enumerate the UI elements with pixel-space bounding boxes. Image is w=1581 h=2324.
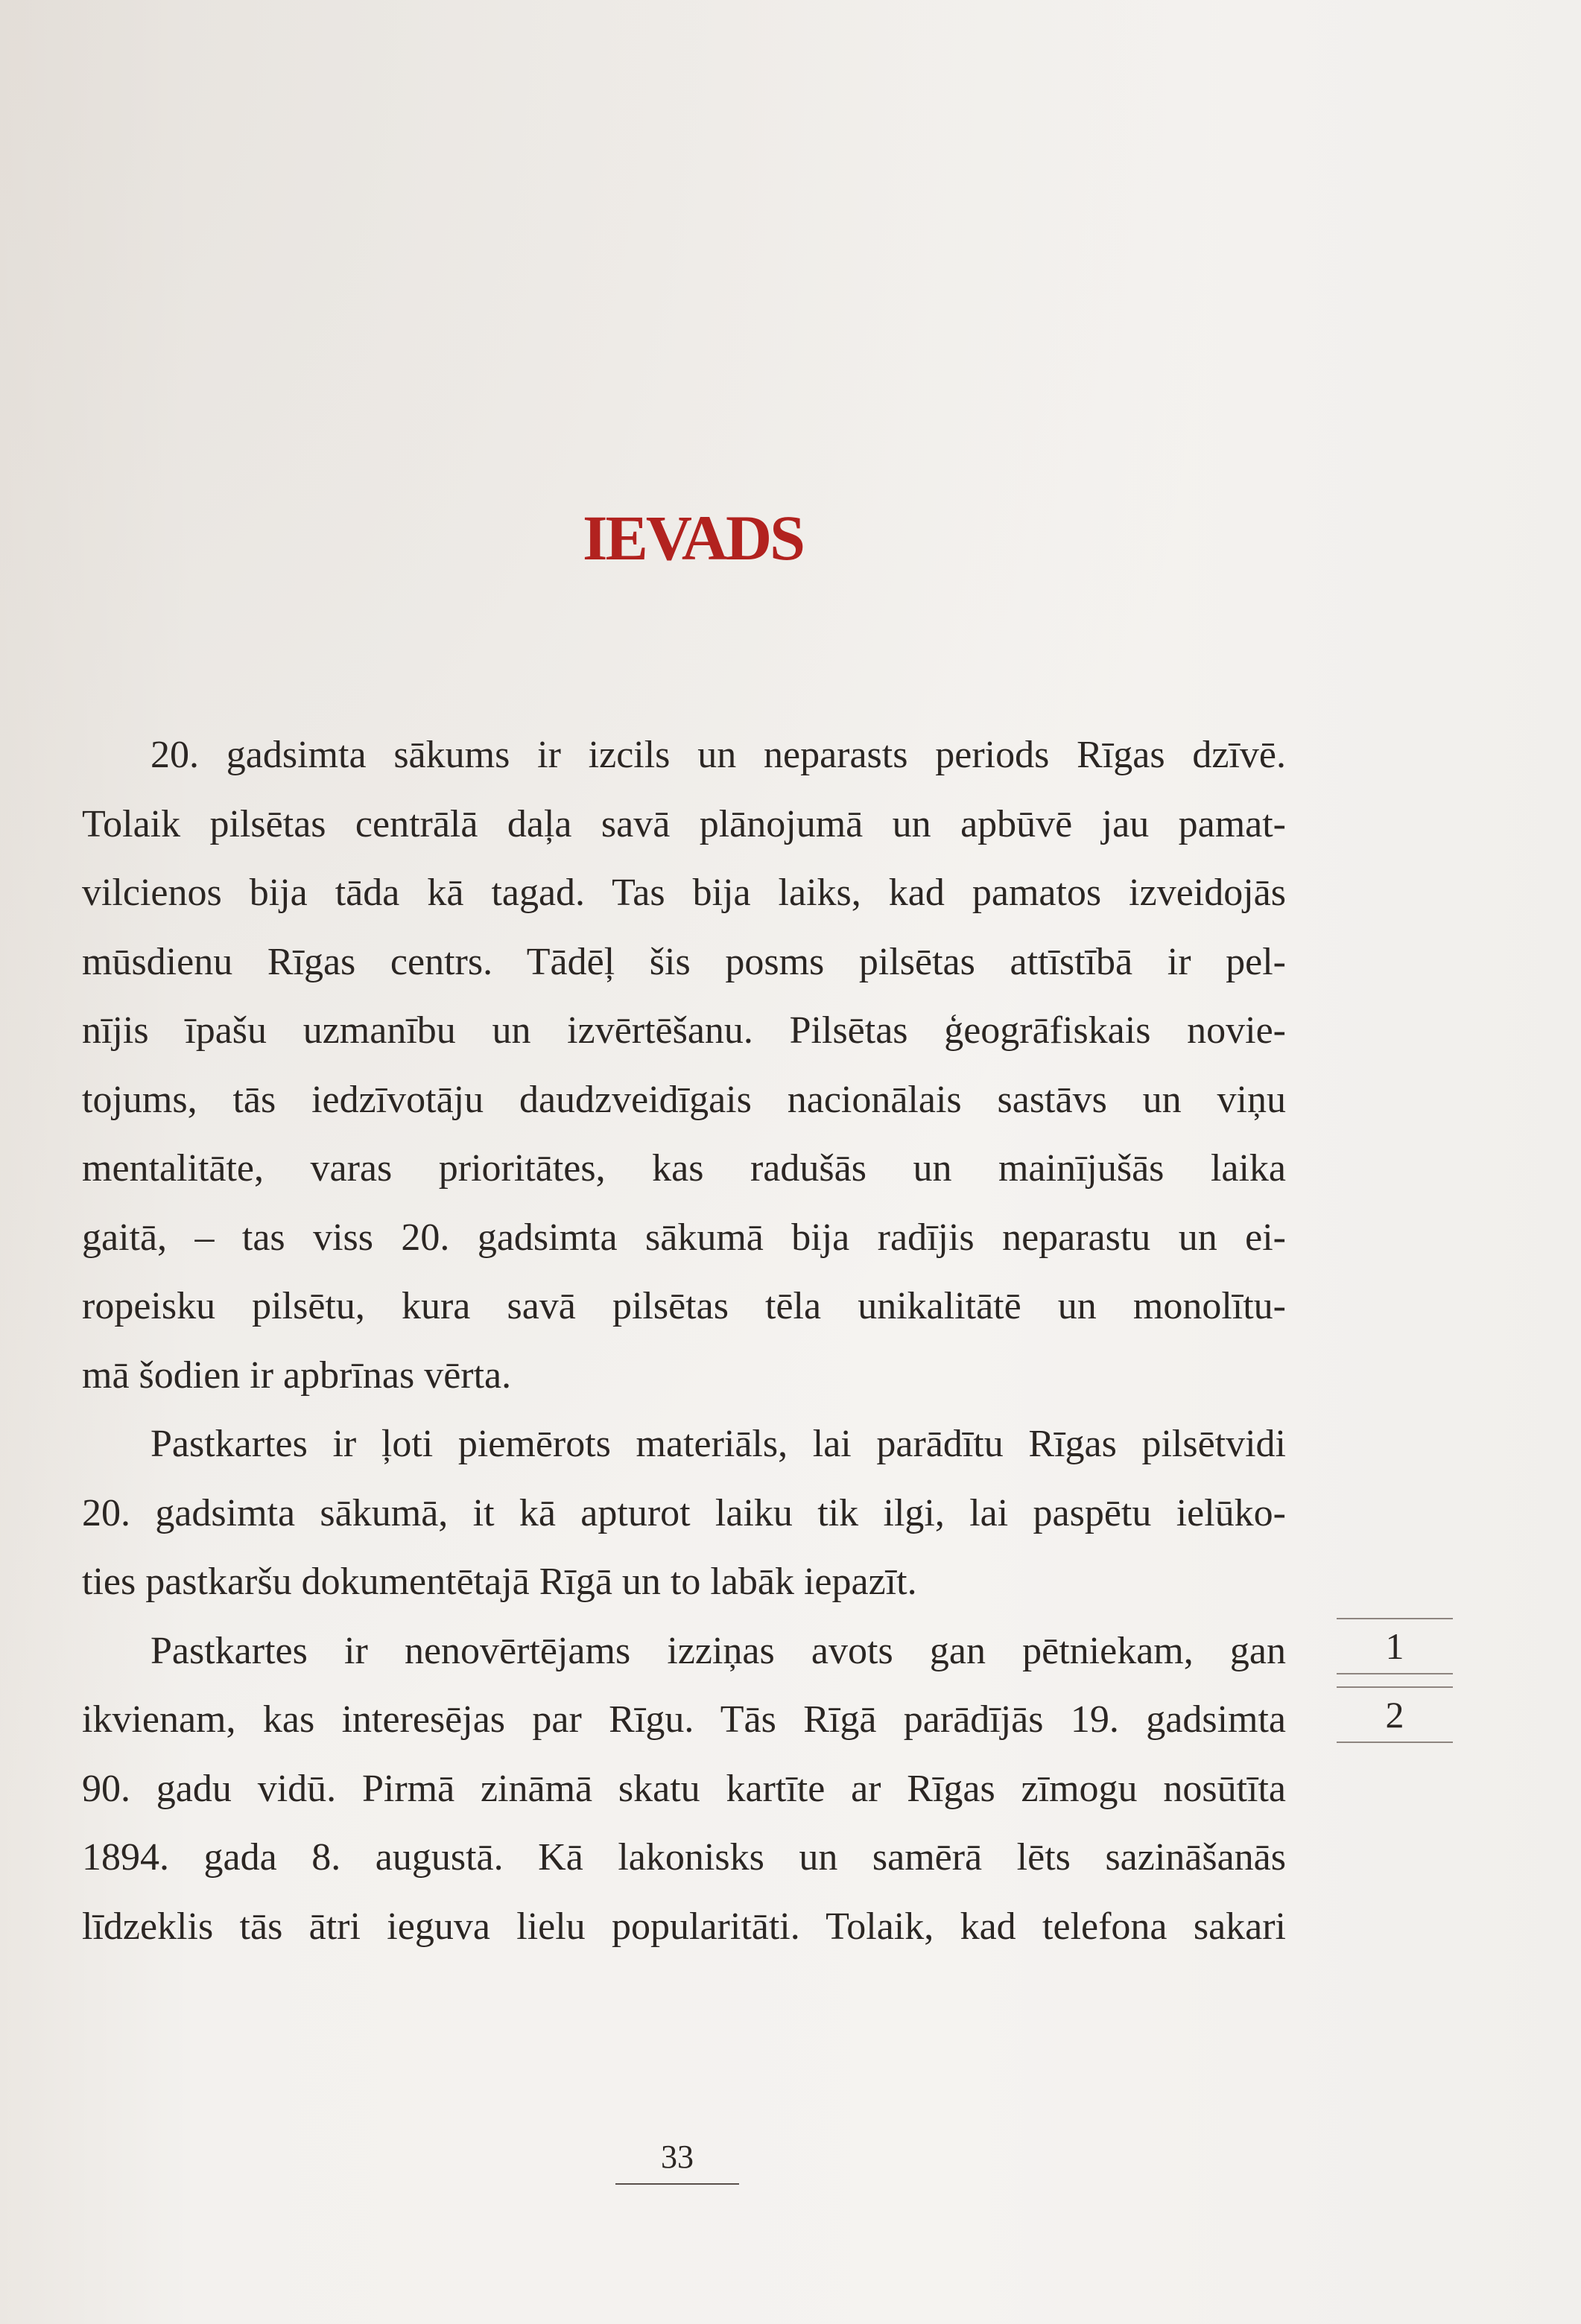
text-line: nījis īpašu uzmanību un izvērtēšanu. Pilsētas ģeogrāfiskais novie- xyxy=(82,1009,1286,1052)
text-line: ropeisku pilsētu, kura savā pilsētas tēla unikalitātē un monolītu- xyxy=(82,1285,1286,1327)
text-line: Tolaik pilsētas centrālā daļa savā plānojumā un apbūvē jau pamat- xyxy=(82,802,1286,845)
margin-rule-gap xyxy=(1337,1674,1453,1686)
text-line: Pastkartes ir ļoti piemērots materiāls, lai parādītu Rīgas pilsētvidi xyxy=(151,1423,1286,1465)
text-line: Pastkartes ir nenovērtējams izziņas avots gan pētniekam, gan xyxy=(151,1629,1286,1672)
text-line: līdzeklis tās ātri ieguva lielu popularitāti. Tolaik, kad telefona sakari xyxy=(82,1905,1286,1948)
text-line: 20. gadsimta sākumā, it kā apturot laiku tik ilgi, lai paspētu ielūko- xyxy=(82,1491,1286,1534)
text-line: mentalitāte, varas prioritātes, kas radušās un mainījušās laika xyxy=(82,1147,1286,1190)
text-line: gaitā, – tas viss 20. gadsimta sākumā bija radījis neparastu un ei- xyxy=(82,1216,1286,1259)
body-text xyxy=(82,721,1286,1961)
text-line: mūsdienu Rīgas centrs. Tādēļ šis posms pilsētas attīstībā ir pel- xyxy=(82,940,1286,983)
text-line: tojums, tās iedzīvotāju daudzveidīgais nacionālais sastāvs un viņu xyxy=(82,1078,1286,1121)
margin-rule-bottom xyxy=(1337,1742,1453,1743)
paragraph-2 xyxy=(82,1410,1286,1617)
text-line: mā šodien ir apbrīnas vērta. xyxy=(82,1353,512,1397)
text-line: ties pastkaršu dokumentētajā Rīgā un to labāk iepazīt. xyxy=(82,1561,917,1603)
chapter-heading: IEVADS xyxy=(583,502,803,574)
text-line: 90. gadu vidū. Pirmā zināmā skatu kartīte ar Rīgas zīmogu nosūtīta xyxy=(82,1767,1286,1810)
page-number-rule xyxy=(615,2183,739,2185)
text-line: ikvienam, kas interesējas par Rīgu. Tās Rīgā parādījās 19. gadsimta xyxy=(82,1698,1286,1741)
text-line: 20. gadsimta sākums ir izcils un neparasts periods Rīgas dzīvē. xyxy=(151,734,1286,776)
paragraph-1 xyxy=(82,721,1286,1410)
margin-number-1: 1 xyxy=(1385,1625,1404,1667)
margin-number-2: 2 xyxy=(1385,1694,1404,1736)
paragraph-3 xyxy=(82,1617,1286,1962)
margin-reference-numbers xyxy=(1337,1618,1453,1743)
text-line: vilcienos bija tāda kā tagad. Tas bija laiks, kad pamatos izveidojās xyxy=(82,872,1286,914)
page-number: 33 xyxy=(661,2139,694,2175)
text-line: 1894. gada 8. augustā. Kā lakonisks un samērā lēts sazināšanās xyxy=(82,1836,1286,1879)
